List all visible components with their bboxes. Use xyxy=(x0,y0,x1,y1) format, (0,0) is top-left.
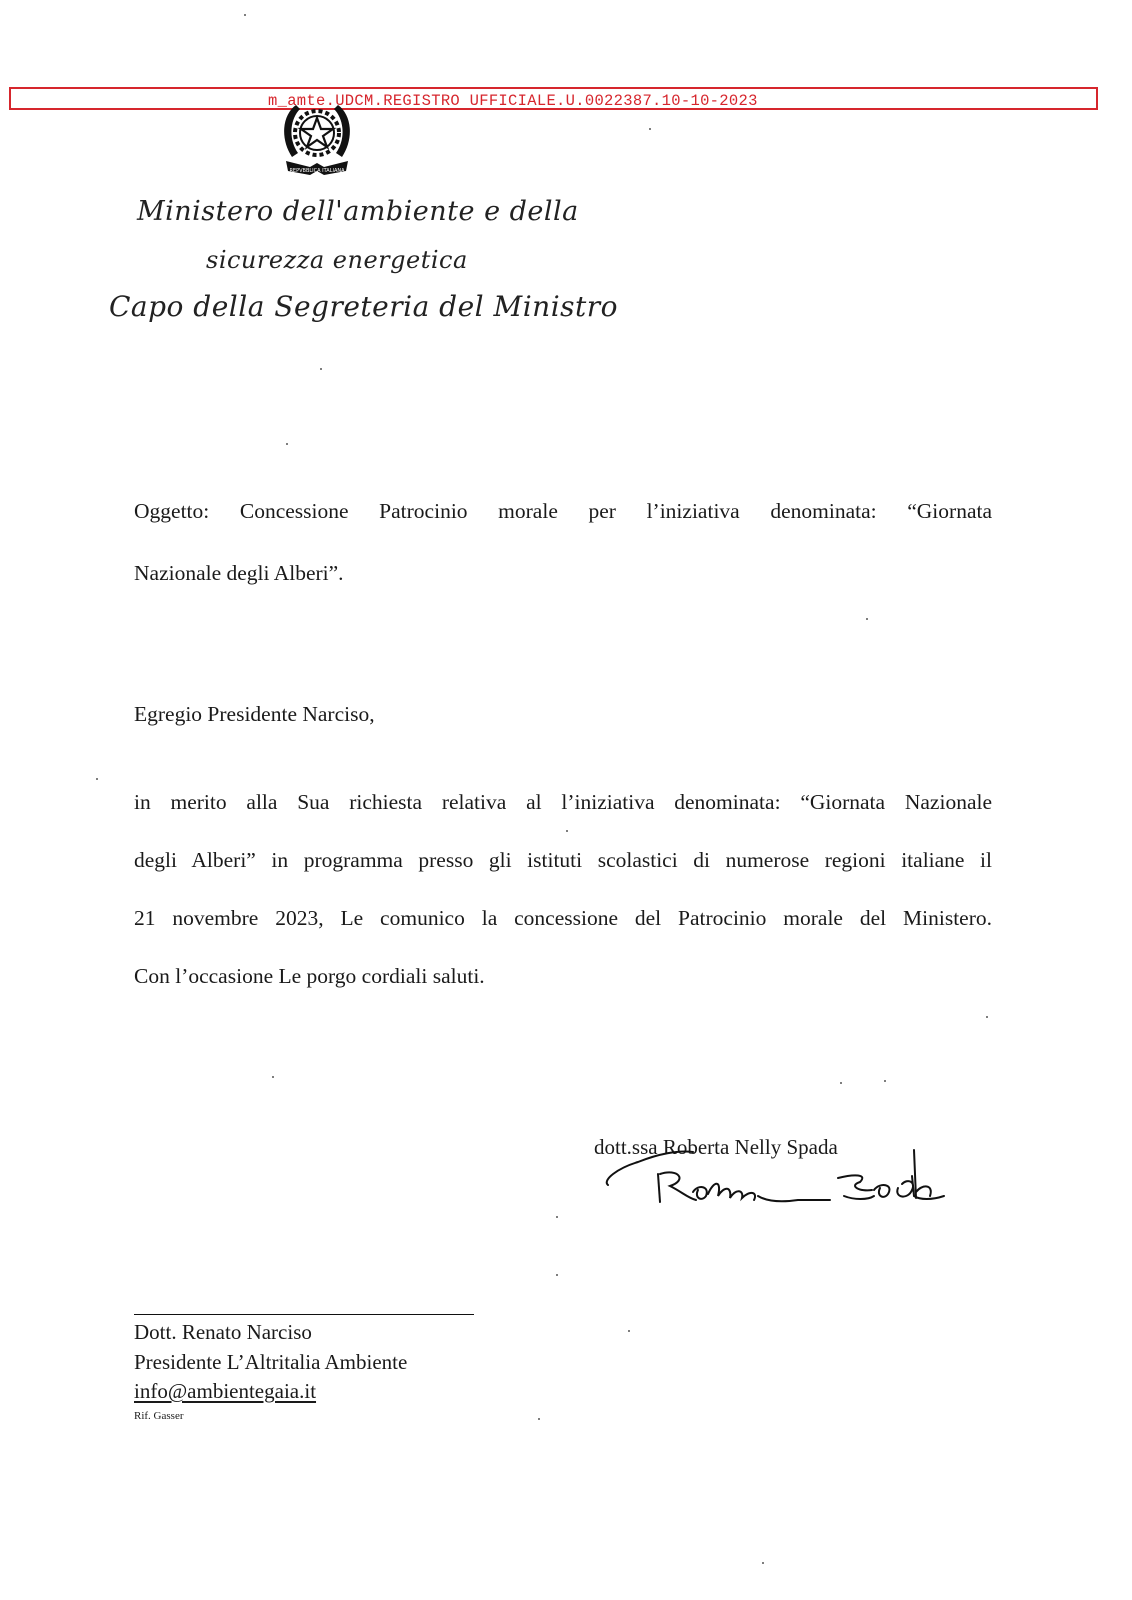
body-line-1: in merito alla Sua richiesta relativa al l’iniziativa denominata: “Giornata Nazionale xyxy=(134,790,992,814)
signer-name: dott.ssa Roberta Nelly Spada xyxy=(594,1135,838,1159)
scan-speck xyxy=(866,618,868,620)
ministry-name-line1: Ministero dell'ambiente e della xyxy=(137,196,579,227)
recipient-title: Presidente L’Altritalia Ambiente xyxy=(134,1350,408,1374)
recipient-email-link[interactable]: info@ambientegaia.it xyxy=(134,1379,317,1403)
ministry-name-line2: sicurezza energetica xyxy=(206,246,468,274)
scan-speck xyxy=(556,1216,558,1218)
body-line-3: 21 novembre 2023, Le comunico la concessione del Patrocinio morale del Ministero. xyxy=(134,906,992,930)
salutation: Egregio Presidente Narciso, xyxy=(134,702,375,726)
scan-speck xyxy=(762,1562,764,1564)
scan-speck xyxy=(538,1418,540,1420)
subject-line-1: Oggetto: Concessione Patrocinio morale per l’iniziativa denominata: “Giornata xyxy=(134,499,992,523)
scan-speck xyxy=(286,443,288,445)
emblem-ribbon-text: REPVBBLICA ITALIANA xyxy=(289,168,345,174)
reference-note: Rif. Gasser xyxy=(134,1410,184,1422)
scan-speck xyxy=(566,830,568,832)
scan-speck xyxy=(320,368,322,370)
recipient-name: Dott. Renato Narciso xyxy=(134,1320,312,1344)
scan-speck xyxy=(628,1330,630,1332)
body-line-2: degli Alberi” in programma presso gli istituti scolastici di numerose regioni italiane il xyxy=(134,848,992,872)
scan-speck xyxy=(986,1016,988,1018)
office-name: Capo della Segreteria del Ministro xyxy=(109,290,619,323)
body-line-4: Con l’occasione Le porgo cordiali saluti. xyxy=(134,964,485,988)
protocol-number: m_amte.UDCM.REGISTRO UFFICIALE.U.0022387.10-10-2023 xyxy=(268,92,758,110)
subject-line-2: Nazionale degli Alberi”. xyxy=(134,561,344,585)
handwritten-signature xyxy=(598,1140,948,1220)
scan-speck xyxy=(556,1274,558,1276)
scan-speck xyxy=(884,1080,886,1082)
scan-speck xyxy=(649,128,651,130)
scan-speck xyxy=(272,1076,274,1078)
scan-speck xyxy=(840,1082,842,1084)
recipient-divider xyxy=(134,1314,474,1315)
scan-speck xyxy=(96,778,98,780)
scan-speck xyxy=(244,14,246,16)
